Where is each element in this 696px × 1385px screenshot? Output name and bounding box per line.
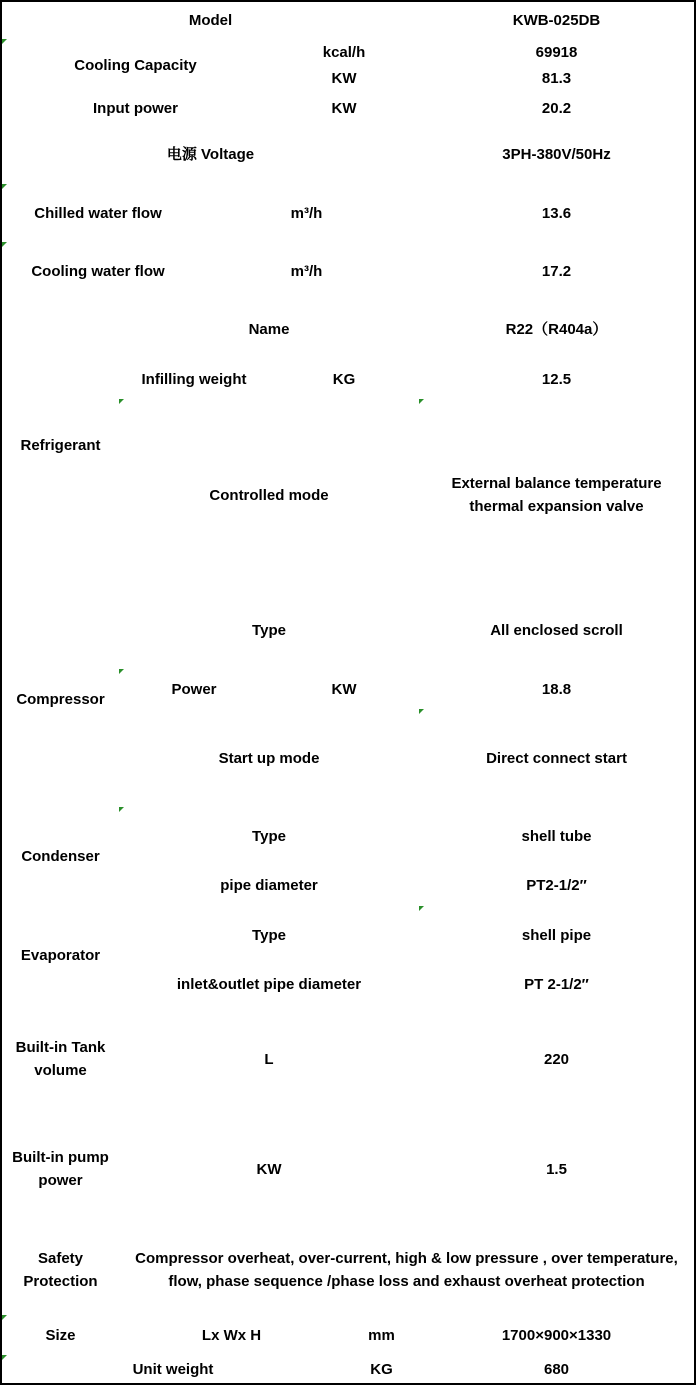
compressor-type-value-cell: [419, 591, 696, 671]
evaporator-type-label: Type: [252, 926, 286, 944]
controlled-mode-label: Controlled mode: [209, 486, 329, 504]
condenser-label: Condenser: [21, 848, 100, 865]
evaporator-type-value-cell: [419, 906, 696, 966]
compressor-type-label-cell: [119, 591, 421, 671]
size-unit-cell: [344, 1315, 421, 1357]
compressor-label: Compressor: [16, 690, 105, 708]
compressor-power-value-cell: [419, 669, 696, 711]
voltage-label-cell: [0, 125, 421, 186]
voltage-label: 电源 Voltage: [166, 146, 255, 163]
cooling-water-label: Cooling water flow: [31, 262, 165, 280]
condenser-label-cell: [0, 807, 121, 908]
controlled-mode-label-cell: [119, 399, 421, 593]
unit-weight-unit: KG: [370, 1360, 393, 1378]
evaporator-label: Evaporator: [20, 946, 101, 964]
safety-label-cell: [0, 1224, 121, 1317]
condenser-pipe-label: pipe diameter: [220, 877, 318, 894]
cooling-water-unit: m³/h: [290, 262, 323, 280]
tank-unit-cell: [119, 1004, 421, 1116]
cooling-water-label-cell: [0, 242, 196, 302]
tank-value-cell: [419, 1004, 696, 1116]
size-label: Size: [45, 1326, 76, 1344]
size-dims-label-cell: [119, 1315, 346, 1357]
size-value: 1700×900×1330: [501, 1326, 612, 1344]
cooling-unit-kcal-cell: [269, 39, 421, 67]
tank-value: 220: [543, 1050, 570, 1068]
unit-weight-label-cell: [0, 1355, 346, 1385]
tank-unit: L: [264, 1050, 274, 1068]
condenser-type-value-cell: [419, 807, 696, 867]
condenser-type-label-cell: [119, 807, 421, 867]
size-unit: mm: [368, 1326, 395, 1344]
cooling-water-value-cell: [419, 242, 696, 302]
condenser-pipe-value-cell: [419, 865, 696, 908]
evaporator-pipe-value: PT 2-1/2″: [524, 975, 589, 993]
model-label: Model: [188, 12, 233, 29]
cooling-unit-kw: KW: [331, 69, 357, 87]
input-power-unit-cell: [269, 91, 421, 127]
safety-label: Safety Protection: [23, 1249, 98, 1290]
compressor-type-label: Type: [252, 621, 286, 639]
pump-unit: KW: [256, 1160, 282, 1178]
cooling-value-kw: 81.3: [541, 69, 572, 87]
chilled-water-label-cell: [0, 184, 196, 244]
tank-label: Built-in Tank volume: [15, 1039, 106, 1079]
model-value-cell: [419, 0, 696, 41]
condenser-type-label: Type: [252, 827, 286, 845]
model-label-cell: [0, 0, 421, 41]
cooling-capacity-label: Cooling Capacity: [74, 56, 197, 74]
unit-weight-unit-cell: [344, 1355, 421, 1385]
size-dims-label: Lx Wx H: [201, 1326, 262, 1344]
model-value: KWB-025DB: [512, 12, 601, 29]
controlled-mode-value: External balance temperature thermal expansion valve: [451, 475, 662, 515]
size-label-cell: [0, 1315, 121, 1357]
condenser-pipe-label-cell: [119, 865, 421, 908]
cooling-water-unit-cell: [194, 242, 421, 302]
controlled-mode-value-cell: [419, 399, 696, 593]
pump-value-cell: [419, 1114, 696, 1226]
cooling-unit-kcal: kcal/h: [322, 43, 366, 61]
compressor-label-cell: [0, 591, 121, 809]
compressor-power-unit-cell: [269, 669, 421, 711]
chilled-water-value-cell: [419, 184, 696, 244]
voltage-value-cell: [419, 125, 696, 186]
compressor-type-value: All enclosed scroll: [490, 621, 623, 639]
startup-mode-value: Direct connect start: [486, 749, 627, 767]
evaporator-label-cell: [0, 906, 121, 1006]
evaporator-pipe-label: inlet&outlet pipe diameter: [176, 975, 362, 993]
infilling-weight-unit: KG: [332, 370, 356, 388]
input-power-value-cell: [419, 91, 696, 127]
cooling-capacity-label-cell: [0, 39, 271, 93]
evaporator-pipe-value-cell: [419, 964, 696, 1006]
compressor-power-label-cell: [119, 669, 271, 711]
condenser-pipe-value: PT2-1/2″: [526, 877, 587, 894]
refrigerant-label-cell: [0, 300, 121, 593]
refrigerant-name-label-cell: [119, 300, 421, 361]
pump-label: Built-in pump power: [12, 1149, 109, 1189]
infilling-weight-label-cell: [119, 359, 271, 401]
cooling-value-kw-cell: [419, 65, 696, 93]
chilled-water-unit: m³/h: [290, 204, 323, 222]
startup-mode-label-cell: [119, 709, 421, 809]
startup-mode-label: Start up mode: [218, 749, 320, 767]
compressor-power-unit: KW: [331, 680, 357, 698]
compressor-power-value: 18.8: [541, 680, 572, 698]
chilled-water-label: Chilled water flow: [34, 204, 162, 222]
infilling-weight-value: 12.5: [541, 370, 572, 388]
infilling-weight-label: Infilling weight: [141, 370, 247, 388]
refrigerant-name-value: R22（R404a）: [505, 321, 608, 338]
input-power-label-cell: [0, 91, 271, 127]
pump-unit-cell: [119, 1114, 421, 1226]
condenser-type-value: shell tube: [521, 827, 592, 845]
chilled-water-unit-cell: [194, 184, 421, 244]
cooling-unit-kw-cell: [269, 65, 421, 93]
infilling-weight-unit-cell: [269, 359, 421, 401]
evaporator-type-label-cell: [119, 906, 421, 966]
unit-weight-value: 680: [543, 1360, 570, 1378]
evaporator-pipe-label-cell: [119, 964, 421, 1006]
cooling-value-kcal-cell: [419, 39, 696, 67]
voltage-value: 3PH-380V/50Hz: [502, 146, 611, 163]
cooling-value-kcal: 69918: [535, 43, 578, 61]
unit-weight-value-cell: [419, 1355, 696, 1385]
evaporator-type-value: shell pipe: [521, 926, 592, 944]
startup-mode-value-cell: [419, 709, 696, 809]
chilled-water-value: 13.6: [541, 204, 572, 222]
compressor-power-label: Power: [171, 680, 217, 698]
refrigerant-name-value-cell: [419, 300, 696, 361]
refrigerant-label: Refrigerant: [20, 437, 101, 454]
unit-weight-label: Unit weight: [132, 1360, 214, 1378]
input-power-unit: KW: [331, 99, 357, 117]
input-power-label: Input power: [93, 99, 178, 117]
pump-label-cell: [0, 1114, 121, 1226]
safety-value: Compressor overheat, over-current, high & low pressure , over temperature, flow, phase sequence /phase loss and exhaust overheat protection: [135, 1249, 678, 1290]
tank-label-cell: [0, 1004, 121, 1116]
pump-value: 1.5: [546, 1160, 567, 1178]
size-value-cell: [419, 1315, 696, 1357]
input-power-value: 20.2: [541, 99, 572, 117]
infilling-weight-value-cell: [419, 359, 696, 401]
refrigerant-name-label: Name: [248, 321, 290, 338]
safety-value-cell: [119, 1224, 696, 1317]
cooling-water-value: 17.2: [541, 262, 572, 280]
